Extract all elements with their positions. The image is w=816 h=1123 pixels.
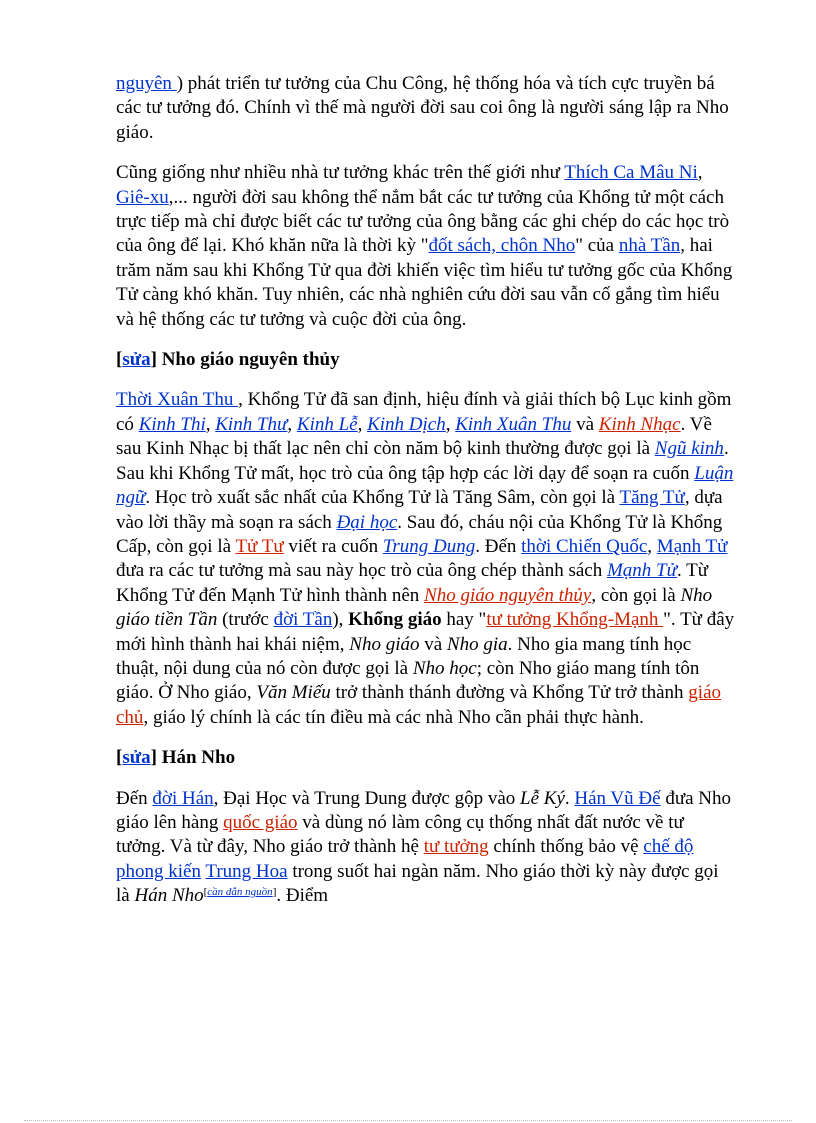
link-kinh-dich[interactable]: Kinh Dịch [367,413,446,435]
text: , dựa vào lời thầy mà soạn ra sách [116,487,723,533]
text: . Học trò xuất sắc nhất của Khổng Tử là Tăng Sâm, còn gọi là [145,487,620,509]
text: , [357,413,368,435]
link-kinh-thi[interactable]: Kinh Thi [138,413,206,435]
term-han-nho: Hán Nho [134,885,204,907]
citation-needed: [cần dẫn nguồn] [203,886,277,899]
text: và [571,413,599,435]
edit-link[interactable]: sửa [122,747,151,769]
text: . Về sau Kinh Nhạc bị thất lạc nên chỉ còn năm bộ kinh thường được gọi là [116,413,712,460]
term-khong-giao: Khổng giáo [348,609,442,631]
section-heading-nho-giao-nguyen-thuy [116,348,736,372]
link-giao-chu[interactable]: giáo chủ [116,682,722,728]
bracket: [ [116,747,123,769]
link-manh-tu-book[interactable]: Mạnh Tử [606,560,677,582]
link-nha-tan[interactable]: nhà Tần [618,235,681,257]
text: , Đại Học và Trung Dung được gộp vào [213,787,521,809]
text: Cũng giống như nhiều nhà tư tưởng khác trên thế giới như [116,162,565,184]
link-luan-ngu[interactable]: Luận ngữ [116,462,734,509]
article-body [116,72,736,925]
text: viết ra cuốn [283,535,383,557]
text: , giáo lý chính là các tín điều mà các nhà Nho cần phải thực hành. [143,706,644,728]
link-doi-han[interactable]: đời Hán [152,787,214,809]
text: , [697,162,703,184]
text: " của [575,235,619,257]
text: , [445,413,456,435]
text: ,... người đời sau không thể nắm bắt các tư tưởng của Khổng tử một cách trực tiếp mà chỉ được biết các tư tưởng của ông bằng các ghi chép do các học trò của ông để lại. Khó khăn nữa là thời kỳ " [116,186,730,257]
paragraph-1 [116,72,736,145]
page-bottom-divider [24,1120,792,1121]
link-tang-tu[interactable]: Tăng Tử [619,487,685,509]
section-heading-han-nho [116,746,736,770]
text: và [419,633,447,655]
link-kinh-le[interactable]: Kinh Lễ [296,413,358,435]
link-trung-hoa[interactable]: Trung Hoa [205,860,288,882]
link-thoi-xuan-thu[interactable]: Thời Xuân Thu [116,389,239,411]
text: và dùng nó làm công cụ thống nhất đất nước về tư tưởng. Và từ đây, Nho giáo trở thành hệ [116,811,684,858]
paragraph-3 [116,388,736,730]
bracket: ] [150,747,162,769]
text: , [647,535,657,557]
link-manh-tu[interactable]: Mạnh Tử [656,535,728,557]
text: . [564,787,575,809]
text: đưa ra các tư tưởng mà sau này học trò của ông chép thành sách [116,560,607,582]
text: ) phát triển tư tưởng của Chu Công, hệ thống hóa và tích cực truyền bá các tư tưởng đó. Chính vì thế mà người đời sau coi ông là người sáng lập ra Nho giáo. [116,73,729,143]
text: . Từ Khổng Tử đến Mạnh Tử hình thành nên [116,560,709,606]
text: ), [332,609,349,631]
text: ". Từ đây mới hình thành hai khái niệm, [116,609,735,655]
term-nho-giao: Nho giáo [349,633,420,655]
bracket: [ [116,349,123,371]
link-doi-tan[interactable]: đời Tần [273,609,333,631]
text: . Điểm [276,885,329,907]
link-kinh-thu[interactable]: Kinh Thư [215,413,288,435]
text: . Đến [475,535,522,557]
text: , còn gọi là [591,584,681,606]
link-thoi-chien-quoc[interactable]: thời Chiến Quốc [521,535,648,557]
link-trung-dung[interactable]: Trung Dung [382,535,476,557]
term-le-ky: Lễ Ký [520,787,565,809]
text: trong suốt hai ngàn năm. Nho giáo thời kỳ này được gọi là [116,860,719,907]
link-tu-tuong[interactable]: tư tưởng [423,836,489,858]
text: ; còn Nho giáo mang tính tôn giáo. Ở Nho giáo, [116,657,700,704]
section-title: Hán Nho [161,747,236,769]
text: , [287,413,297,435]
text: , [205,413,216,435]
paragraph-2 [116,161,736,332]
link-dot-sach-chon-nho[interactable]: đốt sách, chôn Nho [428,235,576,257]
link-gie-xu[interactable]: Giê-xu [116,186,169,208]
link-tu-tuong-khong-manh[interactable]: tư tưởng Khổng-Mạnh [486,609,664,631]
link-thich-ca-mau-ni[interactable]: Thích Ca Mâu Ni [564,162,698,184]
paragraph-4 [116,787,736,909]
text: , Khổng Tử đã san định, hiệu đính và giải thích bộ Lục kinh gồm có [116,389,732,435]
text: (trước [217,609,274,631]
section-title: Nho giáo nguyên thủy [161,349,340,371]
link-tu-tu[interactable]: Tử Tư [235,535,284,557]
text: Đến [116,787,153,809]
link-kinh-xuan-thu[interactable]: Kinh Xuân Thu [455,413,572,435]
text: đưa Nho giáo lên hàng [116,787,732,833]
term-van-mieu: Văn Miếu [256,682,331,704]
text: . Sau đó, cháu nội của Khổng Tử là Khổng Cấp, còn gọi là [116,511,723,557]
link-quoc-giao[interactable]: quốc giáo [223,811,298,833]
link-can-dan-nguon[interactable]: cần dẫn nguồn [207,886,273,899]
link-han-vu-de[interactable]: Hán Vũ Đế [574,787,661,809]
link-che-do-phong-kien[interactable]: chế độ phong kiến [116,836,694,882]
term-nho-gia: Nho gia [446,633,508,655]
link-dai-hoc[interactable]: Đại học [336,511,398,533]
text: . Nho gia mang tính học thuật, nội dung của nó còn được gọi là [116,633,692,679]
term-nho-hoc: Nho học [412,657,477,679]
text: , hai trăm năm sau khi Khổng Tử qua đời khiến việc tìm hiểu tư tưởng gốc của Khổng Tử càng khó khăn. Tuy nhiên, các nhà nghiên cứu đời sau vẫn cố gắng tìm hiểu và hệ thống các tư tưởng và cuộc đời của ông. [116,235,733,330]
term-nho-giao-tien-tan: Nho giáo tiền Tần [116,584,713,631]
text: trở thành thánh đường và Khổng Tử trở thành [330,682,689,704]
link-kinh-nhac[interactable]: Kinh Nhạc [598,413,681,435]
text: . Sau khi Khổng Tử mất, học trò của ông tập hợp các lời dạy để soạn ra cuốn [116,438,729,484]
text: chính thống bảo vệ [488,836,644,858]
link-nho-giao-nguyen-thuy[interactable]: Nho giáo nguyên thủy [424,584,592,606]
edit-link[interactable]: sửa [122,349,151,371]
link-nguyen[interactable]: nguyên [116,73,177,94]
link-ngu-kinh[interactable]: Ngũ kinh [654,438,724,460]
bracket: ] [150,349,162,371]
text: hay " [441,609,487,631]
